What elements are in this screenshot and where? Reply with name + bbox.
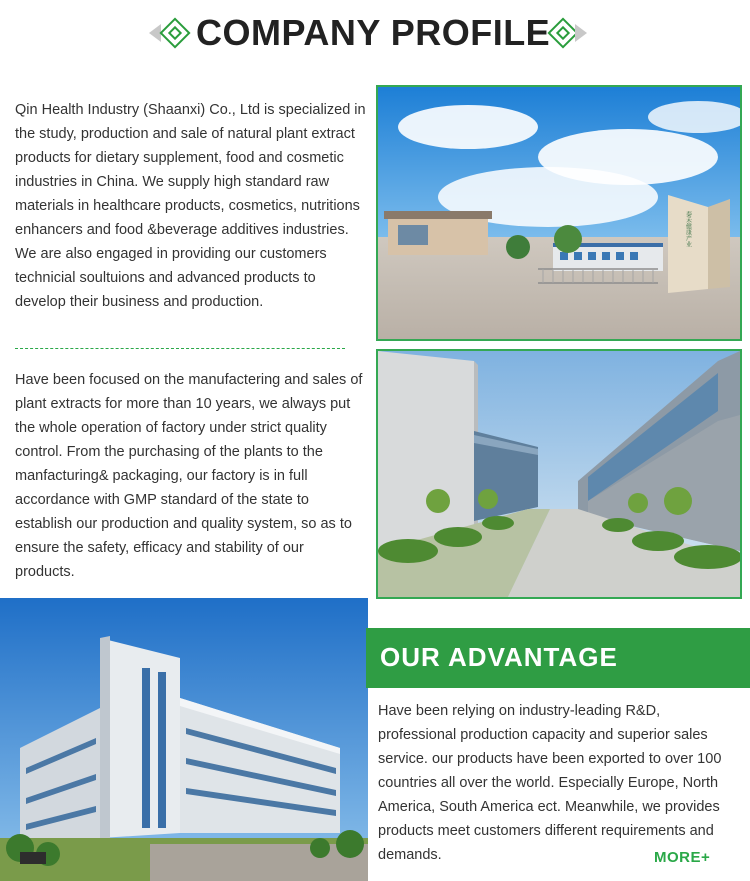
diamond-icon	[547, 17, 578, 48]
svg-text:秦禾健康产业: 秦禾健康产业	[684, 211, 692, 247]
advantage-title: OUR ADVANTAGE	[380, 642, 618, 672]
advantage-banner	[366, 628, 750, 688]
office-building-photo	[0, 598, 368, 881]
factory-gate-photo	[376, 85, 742, 341]
right-arrow-icon	[575, 24, 587, 42]
more-button[interactable]: MORE+	[654, 849, 711, 866]
page-title: COMPANY PROFILE	[196, 12, 551, 53]
diamond-icon	[159, 17, 190, 48]
profile-paragraph-1: Qin Health Industry (Shaanxi) Co., Ltd is specialized in the study, production and sale of natural plant extract products for dietary supplement, food and cosmetic industries in China. We supply high standard raw materials in healthcare products, cosmetics, nutritions enhancers and food &beverage additives industries. We are also engaged in providing our customers technicial soultuions and advanced products to develop their business and production.	[15, 102, 366, 310]
advantage-paragraph: Have been relying on industry-leading R&D, professional production capacity and superior sales service. our products have been exported to over 100 countries all over the world. Especially Europe, North America, South America ect. Meanwhile, we provides products meet customers different requirements and demands.	[378, 703, 722, 863]
divider	[15, 348, 345, 349]
profile-paragraph-2: Have been focused on the manufactering and sales of plant extracts for more than 10 years, we always put the whole operation of factory under strict quality control. From the purchasing of the plants to the manfacturing& packaging, our factory is in full accordance with GMP standard of the state to establish our production and quality system, so as to ensure the safety, efficacy and stability of our products.	[15, 372, 363, 580]
factory-street-photo	[376, 349, 742, 599]
section-header	[0, 0, 750, 70]
